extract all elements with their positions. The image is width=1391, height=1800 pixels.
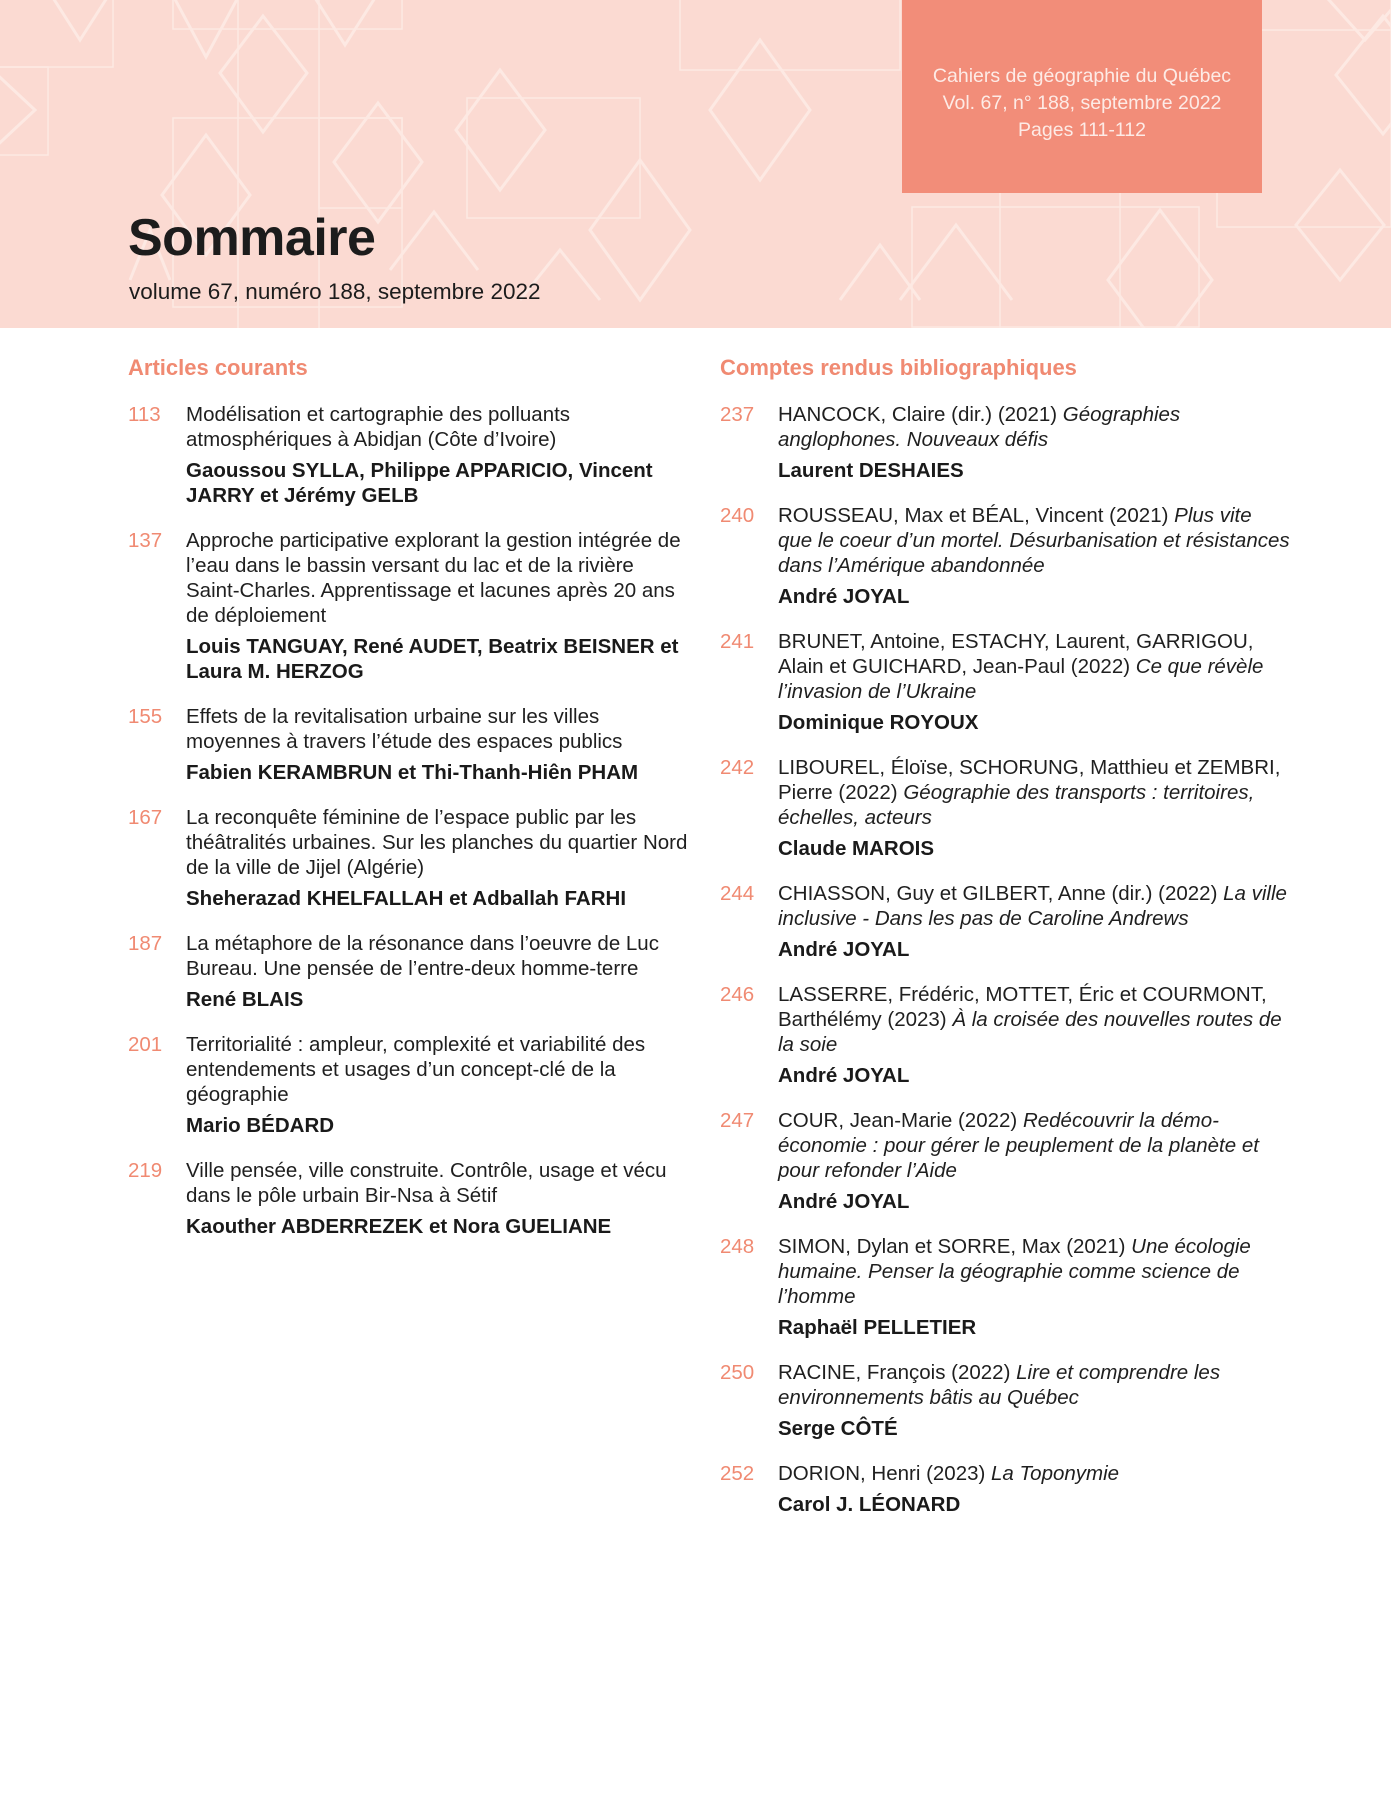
page-number: 201: [128, 1033, 163, 1056]
article-title[interactable]: Approche participative explorant la gestion intégrée de l’eau dans le bassin versant du lac et de la rivière Saint-Charles. Apprentissage et lacunes après 20 ans de déploiement: [186, 529, 681, 627]
page-number: 244: [720, 882, 755, 905]
review-body: [778, 982, 1290, 1088]
review-reference[interactable]: [778, 982, 1290, 1057]
article-body: [186, 1032, 688, 1138]
reviewer-name: Raphaël PELLETIER: [778, 1316, 977, 1339]
reviewer-name: Claude MAROIS: [778, 837, 935, 860]
reviewer-name: André JOYAL: [778, 585, 910, 608]
review-body: [778, 1360, 1290, 1441]
article-authors: Kaouther ABDERREZEK et Nora GUELIANE: [186, 1215, 612, 1238]
review-citation: HANCOCK, Claire (dir.) (2021): [778, 403, 1063, 426]
review-book-title: Plus vite que le coeur d’un mortel. Désurbanisation et résistances dans l’Amérique abandonnée: [778, 504, 1290, 577]
review-citation: LIBOUREL, Éloïse, SCHORUNG, Matthieu et ZEMBRI, Pierre (2022): [778, 756, 1281, 804]
article-body: [186, 402, 688, 508]
review-entry[interactable]: [720, 402, 1290, 483]
section-heading-articles: Articles courants: [128, 355, 308, 380]
review-reference[interactable]: [778, 881, 1290, 931]
review-citation: SIMON, Dylan et SORRE, Max (2021): [778, 1235, 1132, 1258]
article-body: [186, 931, 688, 1012]
journal-info-box: [902, 0, 1262, 193]
review-reference[interactable]: [778, 503, 1290, 578]
page-number: 167: [128, 806, 163, 829]
review-body: [778, 1461, 1290, 1517]
page-number: 155: [128, 705, 163, 728]
page-number: 250: [720, 1361, 755, 1384]
review-reference[interactable]: [778, 1108, 1290, 1183]
section-heading-reviews: Comptes rendus bibliographiques: [720, 355, 1077, 380]
page-number: 113: [128, 403, 161, 426]
page-number: 246: [720, 983, 755, 1006]
review-reference[interactable]: [778, 629, 1290, 704]
article-entry[interactable]: [128, 704, 688, 785]
page-subtitle: volume 67, numéro 188, septembre 2022: [129, 279, 541, 304]
review-entry[interactable]: [720, 629, 1290, 735]
journal-pages: Pages 111-112: [1018, 119, 1146, 141]
article-title[interactable]: La métaphore de la résonance dans l’oeuvre de Luc Bureau. Une pensée de l’entre-deux homme-terre: [186, 932, 659, 980]
page-number: 137: [128, 529, 163, 552]
review-book-title: Redécouvrir la démo-économie : pour gérer le peuplement de la planète et pour refonder l’Aide: [778, 1109, 1259, 1182]
review-book-title: Géographies anglophones. Nouveaux défis: [778, 403, 1181, 451]
article-authors: Gaoussou SYLLA, Philippe APPARICIO, Vincent JARRY et Jérémy GELB: [186, 459, 653, 507]
page-number: 252: [720, 1462, 755, 1485]
review-entry[interactable]: [720, 982, 1290, 1088]
review-book-title: Une écologie humaine. Penser la géographie comme science de l’homme: [778, 1235, 1251, 1308]
article-title[interactable]: La reconquête féminine de l’espace public par les théâtralités urbaines. Sur les planches du quartier Nord de la ville de Jijel (Algérie): [186, 806, 688, 879]
article-body: [186, 528, 688, 684]
review-body: [778, 1108, 1290, 1214]
review-citation: CHIASSON, Guy et GILBERT, Anne (dir.) (2022): [778, 882, 1224, 905]
page-number: 187: [128, 932, 163, 955]
review-book-title: Géographie des transports : territoires, échelles, acteurs: [778, 781, 1255, 829]
review-body: [778, 629, 1290, 735]
reviewer-name: André JOYAL: [778, 1190, 910, 1213]
reviewer-name: Laurent DESHAIES: [778, 459, 964, 482]
article-entry[interactable]: [128, 1158, 688, 1239]
article-body: [186, 1158, 688, 1239]
review-entry[interactable]: [720, 503, 1290, 609]
review-body: [778, 1234, 1290, 1340]
page-number: 219: [128, 1159, 163, 1182]
article-title[interactable]: Ville pensée, ville construite. Contrôle, usage et vécu dans le pôle urbain Bir-Nsa à Sétif: [186, 1159, 667, 1207]
reviewer-name: Serge CÔTÉ: [778, 1417, 898, 1440]
article-authors: Fabien KERAMBRUN et Thi-Thanh-Hiên PHAM: [186, 761, 639, 784]
review-entry[interactable]: [720, 1360, 1290, 1441]
review-body: [778, 755, 1290, 861]
reviews-list: [720, 402, 1290, 1517]
reviewer-name: André JOYAL: [778, 938, 910, 961]
reviewer-name: Dominique ROYOUX: [778, 711, 979, 734]
review-entry[interactable]: [720, 1108, 1290, 1214]
review-citation: RACINE, François (2022): [778, 1361, 1017, 1384]
review-book-title: À la croisée des nouvelles routes de la soie: [778, 1008, 1282, 1056]
review-reference[interactable]: [778, 402, 1290, 452]
article-entry[interactable]: [128, 402, 688, 508]
page-number: 247: [720, 1109, 755, 1132]
article-authors: Sheherazad KHELFALLAH et Adballah FARHI: [186, 887, 627, 910]
review-entry[interactable]: [720, 1461, 1290, 1517]
review-book-title: Ce que révèle l’invasion de l’Ukraine: [778, 655, 1264, 703]
article-entry[interactable]: [128, 1032, 688, 1138]
article-entry[interactable]: [128, 528, 688, 684]
article-entry[interactable]: [128, 931, 688, 1012]
article-authors: René BLAIS: [186, 988, 304, 1011]
page-number: 240: [720, 504, 755, 527]
page-number: 242: [720, 756, 755, 779]
review-entry[interactable]: [720, 755, 1290, 861]
page-title: Sommaire: [128, 209, 376, 267]
article-title[interactable]: Modélisation et cartographie des polluants atmosphériques à Abidjan (Côte d’Ivoire): [186, 403, 571, 451]
article-authors: Louis TANGUAY, René AUDET, Beatrix BEISNER et Laura M. HERZOG: [186, 635, 679, 683]
article-title[interactable]: Effets de la revitalisation urbaine sur les villes moyennes à travers l’étude des espaces publics: [186, 705, 623, 753]
page-number: 237: [720, 403, 755, 426]
review-body: [778, 881, 1290, 962]
review-book-title: Lire et comprendre les environnements bâtis au Québec: [778, 1361, 1221, 1409]
review-citation: ROUSSEAU, Max et BÉAL, Vincent (2021): [778, 504, 1175, 527]
article-title[interactable]: Territorialité : ampleur, complexité et variabilité des entendements et usages d’un concept-clé de la géographie: [186, 1033, 646, 1106]
reviews-column: [720, 354, 1290, 1537]
review-book-title: La ville inclusive - Dans les pas de Caroline Andrews: [778, 882, 1287, 930]
review-citation: BRUNET, Antoine, ESTACHY, Laurent, GARRIGOU, Alain et GUICHARD, Jean-Paul (2022): [778, 630, 1254, 678]
reviewer-name: André JOYAL: [778, 1064, 910, 1087]
review-reference[interactable]: [778, 755, 1290, 830]
articles-column: [128, 354, 688, 1259]
page-number: 241: [720, 630, 755, 653]
review-reference[interactable]: [778, 1234, 1290, 1309]
article-entry[interactable]: [128, 805, 688, 911]
articles-list: [128, 402, 688, 1239]
reviewer-name: Carol J. LÉONARD: [778, 1493, 961, 1516]
page-number: 248: [720, 1235, 755, 1258]
article-authors: Mario BÉDARD: [186, 1114, 335, 1137]
review-body: [778, 503, 1290, 609]
review-body: [778, 402, 1290, 483]
journal-name: Cahiers de géographie du Québec: [932, 65, 1232, 87]
review-entry[interactable]: [720, 1234, 1290, 1340]
review-reference[interactable]: [778, 1461, 1290, 1486]
review-citation: LASSERRE, Frédéric, MOTTET, Éric et COURMONT, Barthélémy (2023): [778, 983, 1267, 1031]
review-citation: COUR, Jean-Marie (2022): [778, 1109, 1023, 1132]
review-citation: DORION, Henri (2023): [778, 1462, 992, 1485]
article-body: [186, 805, 688, 911]
review-entry[interactable]: [720, 881, 1290, 962]
review-reference[interactable]: [778, 1360, 1290, 1410]
article-body: [186, 704, 688, 785]
review-book-title: La Toponymie: [991, 1462, 1120, 1485]
journal-volume: Vol. 67, n° 188, septembre 2022: [942, 92, 1222, 114]
